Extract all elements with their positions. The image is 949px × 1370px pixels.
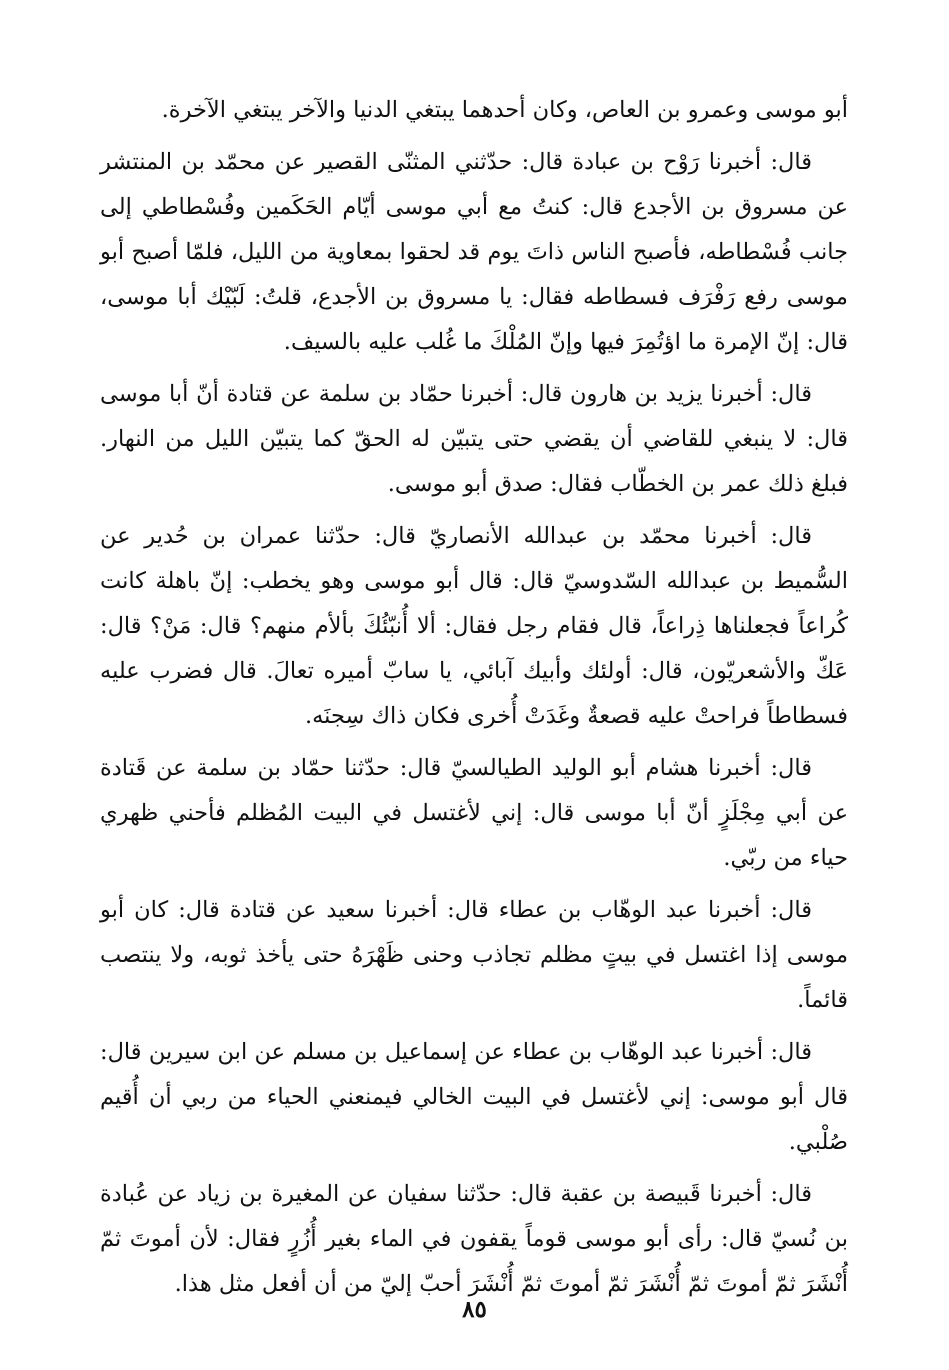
- page-number: ٨٥: [462, 1296, 487, 1323]
- paragraph-2: قال: أخبرنا رَوْح بن عبادة قال: حدّثني المثنّى القصير عن محمّد بن المنتشر عن مسروق بن الأجدع قال: كنتُ مع أبي موسى أيّام الحَكَمين وفُسْطاطي إلى جانب فُسْطاطه، فأصبح الناس ذاتَ يوم قد لحقوا بمعاوية من الليل، فلمّا أصبح أبو موسى رفع رَفْرَف فسطاطه فقال: يا مسروق بن الأجدع، قلتُ: لَبّيْك أبا موسى، قال: إنّ الإمرة ما اؤتُمِرَ فيها وإنّ المُلْكَ ما غُلب عليه بالسيف.: [100, 149, 848, 355]
- paragraph-5: قال: أخبرنا هشام أبو الوليد الطيالسيّ قال: حدّثنا حمّاد بن سلمة عن قَتادة عن أبي مِجْلَزٍ أنّ أبا موسى قال: إني لأغتسل في البيت المُظلم فأحني ظهري حياء من ربّي.: [100, 755, 848, 871]
- paragraph-6: قال: أخبرنا عبد الوهّاب بن عطاء قال: أخبرنا سعيد عن قتادة قال: كان أبو موسى إذا اغتسل في بيتٍ مظلم تجاذب وحنى ظَهْرَهُ حتى يأخذ ثوبه، ولا ينتصب قائماً.: [100, 897, 848, 1013]
- paragraph-8: قال: أخبرنا قَبيصة بن عقبة قال: حدّثنا سفيان عن المغيرة بن زياد عن عُبادة بن نُسيّ قال: رأى أبو موسى قوماً يقفون في الماء بغير أُزُرٍ فقال: لأن أموتَ ثمّ أُنْشَرَ ثمّ أموتَ ثمّ أُنْشَرَ ثمّ أموتَ ثمّ أُنْشَرَ أحبّ إليّ من أن أفعل مثل هذا.: [100, 1181, 848, 1297]
- paragraph-3: قال: أخبرنا يزيد بن هارون قال: أخبرنا حمّاد بن سلمة عن قتادة أنّ أبا موسى قال: لا ينبغي للقاضي أن يقضي حتى يتبيّن له الحقّ كما يتبيّن الليل من النهار. فبلغ ذلك عمر بن الخطّاب فقال: صدق أبو موسى.: [100, 381, 848, 497]
- paragraph-1: أبو موسى وعمرو بن العاص، وكان أحدهما يبتغي الدنيا والآخر يبتغي الآخرة.: [161, 97, 848, 123]
- page-body: [100, 88, 848, 1314]
- paragraph-4: قال: أخبرنا محمّد بن عبدالله الأنصاريّ قال: حدّثنا عمران بن حُدير عن السُّميط بن عبدالله السّدوسيّ قال: قال أبو موسى وهو يخطب: إنّ باهلة كانت كُراعاً فجعلناها ذِراعاً، قال فقام رجل فقال: ألا أُنبّئُكَ بألأم منهم؟ قال: مَنْ؟ قال: عَكّ والأشعريّون، قال: أولئك وأبيك آبائي، يا سابّ أميره تعالَ. قال فضرب عليه فسطاطاً فراحتْ عليه قصعةٌ وغَدَتْ أُخرى فكان ذاك سِجنَه.: [100, 523, 848, 729]
- paragraph-7: قال: أخبرنا عبد الوهّاب بن عطاء عن إسماعيل بن مسلم عن ابن سيرين قال: قال أبو موسى: إني لأغتسل في البيت الخالي فيمنعني الحياء من ربي أن أُقيم صُلْبي.: [100, 1039, 848, 1155]
